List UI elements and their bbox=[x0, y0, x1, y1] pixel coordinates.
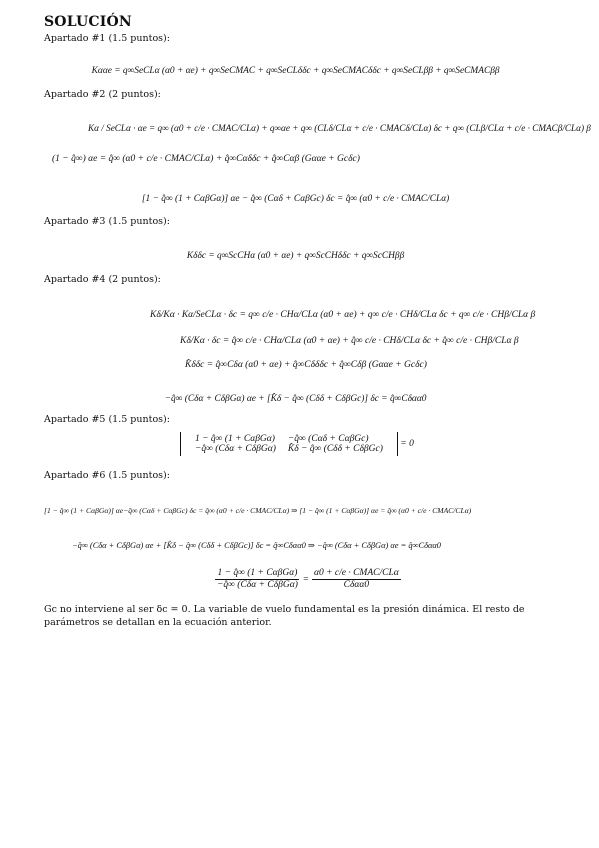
section-heading-4: Apartado #4 (2 puntos): bbox=[44, 274, 161, 285]
equation-3: Kδδc = q∞ScCHα (α0 + αe) + q∞ScCHδδc + q∞ScCHββ bbox=[186, 251, 405, 261]
equation-6c bbox=[214, 568, 402, 591]
section-heading-3: Apartado #3 (1.5 puntos): bbox=[44, 216, 170, 227]
equation-2b: (1 − q̂∞) αe = q̂∞ (α0 + c/e · CMAC/CLα) + q̂∞Cαδδc + q̂∞Cαβ (Gααe + Gcδc) bbox=[52, 154, 360, 164]
section-heading-1: Apartado #1 (1.5 puntos): bbox=[44, 33, 170, 44]
matrix-cell-21: −q̂∞ (Cδα + CδβGα) bbox=[195, 444, 276, 454]
equation-4a: Kδ/Kα · Kα/SeCLα · δc = q∞ c/e · CHα/CLα (α0 + αe) + q∞ c/e · CHδ/CLα δc + q∞ c/e · CHβ/CLα β bbox=[150, 310, 536, 320]
matrix-cell-11: 1 − q̂∞ (1 + CαβGα) bbox=[195, 434, 275, 444]
ratio-lhs-fraction bbox=[215, 568, 300, 591]
section-heading-2: Apartado #2 (2 puntos): bbox=[44, 89, 161, 100]
section-heading-6: Apartado #6 (1.5 puntos): bbox=[44, 470, 170, 481]
equation-2c: [1 − q̂∞ (1 + CαβGα)] αe − q̂∞ (Cαδ + CαβGc) δc = q̂∞ (α0 + c/e · CMAC/CLα) bbox=[141, 194, 450, 204]
ratio-rhs-denominator: Cδαα0 bbox=[343, 580, 370, 590]
determinant-matrix bbox=[180, 432, 398, 456]
equation-5-determinant bbox=[180, 432, 414, 456]
ratio-rhs-numerator: α0 + c/e · CMAC/CLα bbox=[313, 568, 399, 578]
ratio-rhs-fraction bbox=[312, 568, 401, 591]
ratio-lhs-denominator: −q̂∞ (Cδα + CδβGα) bbox=[217, 580, 298, 590]
equation-6a: [1 − q̂∞ (1 + CαβGα)] αe−q̂∞ (Cαδ + CαβGc) δc = q̂∞ (α0 + c/e · CMAC/CLα) ⇒ [1 − q̂∞ (1 + CαβGα)] αe = q̂∞ (α0 + c/e · CMAC/CLα) bbox=[44, 506, 472, 515]
determinant-rhs: = 0 bbox=[400, 439, 414, 450]
conclusion-paragraph: Gc no interviene al ser δc = 0. La variable de vuelo fundamental es la presión dinámica. El resto de parámetros se detallan en la ecuación anterior. bbox=[44, 604, 525, 628]
equals-sign: = bbox=[303, 574, 309, 585]
equation-4b: Kδ/Kα · δc = q̂∞ c/e · CHα/CLα (α0 + αe) + q̂∞ c/e · CHδ/CLα δc + q̂∞ c/e · CHβ/CLα β bbox=[180, 336, 519, 346]
matrix-cell-12: −q̂∞ (Cαδ + CαβGc) bbox=[287, 434, 369, 444]
equation-4c: K̂δδc = q̂∞Cδα (α0 + αe) + q̂∞Cδδδc + q̂∞Cδβ (Gααe + Gcδc) bbox=[185, 360, 427, 370]
equation-4d: −q̂∞ (Cδα + CδβGα) αe + [K̂δ − q̂∞ (Cδδ + CδβGc)] δc = q̂∞Cδαα0 bbox=[164, 394, 427, 404]
equation-2a: Kα / SeCLα · αe = q∞ (α0 + c/e · CMAC/CLα) + q∞αe + q∞ (CLδ/CLα + c/e · CMACδ/CLα) δc + q∞ (CLβ/CLα + c/e · CMACβ/CLα) β bbox=[88, 124, 591, 134]
section-heading-5: Apartado #5 (1.5 puntos): bbox=[44, 414, 170, 425]
page-title: SOLUCIÓN bbox=[44, 14, 132, 30]
equation-6b: −q̂∞ (Cδα + CδβGα) αe + [K̂δ − q̂∞ (Cδδ + CδβGc)] δc = q̂∞Cδαα0 ⇒ −q̂∞ (Cδα + CδβGα) αe = q̂∞Cδαα0 bbox=[72, 541, 441, 550]
ratio-lhs-numerator: 1 − q̂∞ (1 + CαβGα) bbox=[217, 568, 298, 578]
matrix-cell-22: K̂δ − q̂∞ (Cδδ + CδβGc) bbox=[287, 444, 383, 454]
equation-1: Kααe = q∞SeCLα (α0 + αe) + q∞SeCMAC + q∞SeCLδδc + q∞SeCMACδδc + q∞SeCLββ + q∞SeCMACββ bbox=[91, 66, 500, 76]
